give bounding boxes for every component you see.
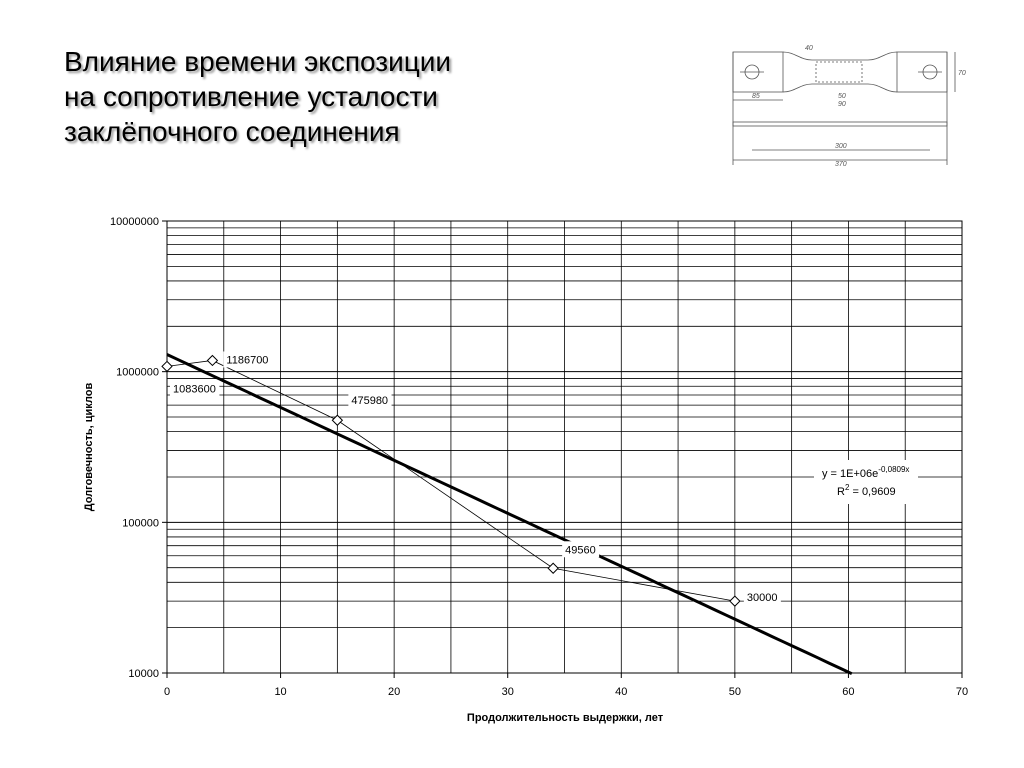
title-line-2: на сопротивление усталости: [64, 81, 438, 112]
drawing-dims: [752, 45, 966, 168]
r2-value: = 0,9609: [849, 486, 896, 498]
x-tick-labels: [164, 673, 968, 698]
y-axis-title: Долговечность, циклов: [83, 382, 95, 512]
data-labels: [170, 351, 781, 605]
drawing-dim-label-370: 370: [835, 161, 847, 168]
trendline: [167, 355, 852, 674]
x-tick-label: 30: [501, 686, 514, 698]
y-tick-label: 10000000: [110, 216, 159, 228]
x-tick-label: 10: [274, 686, 287, 698]
data-point-marker: [730, 596, 740, 606]
y-tick-label: 10000: [128, 668, 159, 680]
drawing-side-view: [733, 122, 947, 126]
data-label-text: 475980: [351, 395, 389, 408]
drawing-dim-label-85: 85: [752, 93, 760, 100]
title-line-3: заклёпочного соединения: [64, 116, 400, 147]
data-label-text: 1083600: [173, 383, 216, 396]
drawing-bottom-profile: [783, 84, 897, 92]
data-label: [170, 380, 219, 396]
y-tick-label: 1000000: [116, 366, 159, 379]
data-point-marker: [548, 563, 558, 573]
x-tick-label: 50: [728, 686, 741, 698]
chart-grid: [167, 221, 962, 673]
data-label: [562, 541, 599, 557]
equation-prefix: y = 1E+06e: [822, 468, 879, 480]
data-label: [223, 351, 272, 367]
drawing-dim-label-50: 50: [838, 93, 846, 100]
x-tick-label: 60: [842, 686, 855, 698]
x-tick-label: 0: [163, 686, 171, 698]
x-tick-label: 70: [955, 686, 969, 698]
r2-sup: 2: [844, 483, 850, 492]
data-label: [348, 392, 391, 408]
drawing-top-profile: [783, 52, 897, 60]
data-label-text: 30000: [746, 592, 778, 605]
data-point-marker: [162, 361, 172, 371]
drawing-dim-label-90: 90: [838, 101, 846, 108]
data-label-text: 1186700: [226, 354, 269, 367]
x-tick-label: 40: [615, 686, 628, 698]
x-axis-title: Продолжительность выдержки, лет: [466, 712, 664, 724]
equation-exponent: -0,0809x: [878, 465, 910, 474]
drawing-dim-label-300: 300: [835, 143, 847, 150]
data-label-text: 49560: [565, 544, 596, 557]
title-line-1: Влияние времени экспозиции: [64, 46, 452, 77]
y-tick-label: 100000: [122, 517, 159, 530]
r2-prefix: R: [837, 486, 845, 498]
drawing-dim-label-70: 70: [958, 70, 966, 77]
drawing-rivet-zone: [816, 62, 862, 82]
x-tick-label: 20: [388, 686, 401, 698]
y-tick-labels: [110, 216, 167, 680]
data-point-marker: [207, 355, 217, 365]
data-label: [744, 589, 781, 605]
drawing-dim-label-40: 40: [805, 45, 813, 52]
trend-equation-box: [814, 460, 918, 504]
